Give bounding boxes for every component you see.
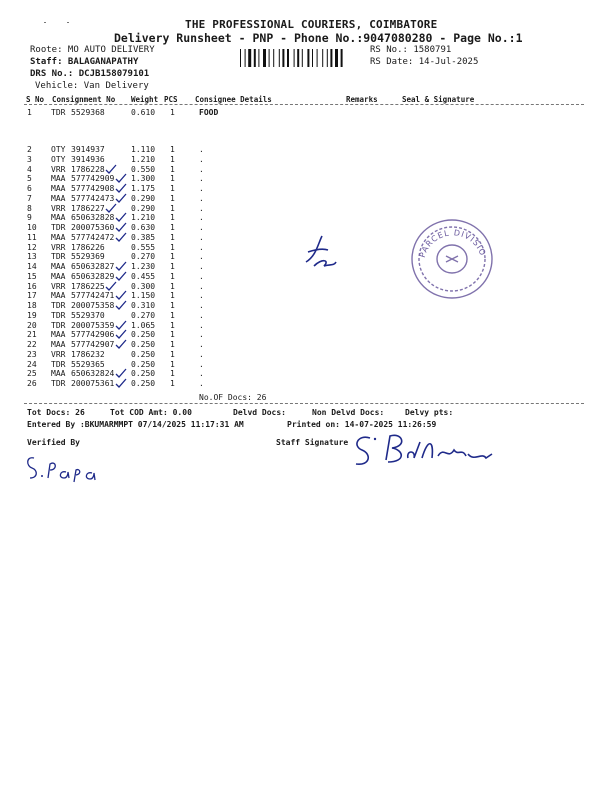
rs-date: RS Date: 14-Jul-2025 (370, 57, 479, 67)
cell-weight: 0.555 (131, 242, 156, 252)
cell-consignment: 650632824 (71, 369, 115, 379)
cell-weight: 0.630 (131, 223, 156, 232)
cell-sno: 20 (27, 320, 37, 330)
col-sno: S No (26, 95, 45, 104)
cell-weight: 1.300 (131, 174, 156, 184)
staff-signature-scrawl (350, 430, 500, 476)
tot-cod: Tot COD Amt: 0.00 (110, 408, 192, 417)
barcode-bar (335, 49, 338, 67)
cell-details: . (199, 164, 204, 174)
cell-details: . (199, 349, 204, 359)
cell-prefix: MAA (51, 232, 66, 242)
cell-prefix: TDR (51, 108, 66, 117)
speck (44, 22, 46, 23)
barcode-bar (302, 49, 303, 67)
cell-weight: 0.250 (131, 340, 156, 349)
cell-prefix: TDR (51, 252, 66, 262)
drs-number: DRS No.: DCJB158079101 (30, 69, 150, 79)
cell-consignment: 577742908 (71, 184, 115, 193)
cell-consignment: 650632828 (71, 213, 115, 223)
tot-docs: Tot Docs: 26 (27, 408, 85, 417)
barcode-bar (263, 49, 266, 67)
cell-prefix: MAA (51, 271, 66, 281)
cell-weight: 0.250 (131, 330, 156, 340)
cell-sno: 19 (27, 310, 37, 320)
cell-sno: 12 (27, 242, 37, 252)
tick-mark (115, 271, 127, 281)
cell-pcs: 1 (170, 262, 175, 271)
cell-pcs: 1 (170, 369, 175, 379)
cell-pcs: 1 (170, 359, 175, 369)
cell-consignment: 5529370 (71, 310, 105, 320)
cell-consignment: 577742909 (71, 174, 115, 184)
col-seal: Seal & Signature (402, 95, 475, 104)
barcode (240, 49, 362, 67)
tick-mark (105, 281, 117, 291)
cell-details: . (199, 262, 204, 271)
cell-pcs: 1 (170, 340, 175, 349)
cell-consignment: 5529365 (71, 359, 105, 369)
cell-consignment: 577742472 (71, 232, 115, 242)
cell-prefix: VRR (51, 281, 66, 291)
cell-consignment: 650632827 (71, 262, 115, 271)
speck (67, 22, 69, 23)
tick-mark (115, 212, 127, 222)
cell-sno: 10 (27, 223, 37, 232)
tick-mark (115, 290, 127, 300)
cell-weight: 0.250 (131, 349, 156, 359)
cell-sno: 15 (27, 271, 37, 281)
cell-sno: 3 (27, 154, 32, 164)
cell-details: FOOD (199, 108, 219, 117)
cell-prefix: VRR (51, 242, 66, 252)
cell-pcs: 1 (170, 203, 175, 213)
cell-consignment: 200075359 (71, 320, 115, 330)
cell-weight: 0.270 (131, 310, 156, 320)
cell-details: . (199, 330, 204, 340)
barcode-bar (279, 49, 280, 67)
cell-weight: 0.290 (131, 193, 156, 203)
tick-mark (115, 329, 127, 339)
barcode-bar (312, 49, 313, 67)
barcode-bar (322, 49, 323, 67)
cell-pcs: 1 (170, 379, 175, 388)
cell-consignment: 200075358 (71, 301, 115, 310)
cell-weight: 0.250 (131, 369, 156, 379)
svg-text:PARCEL DIVISION: PARCEL DIVISIO (417, 228, 488, 259)
cell-prefix: MAA (51, 291, 66, 301)
company-name: THE PROFESSIONAL COURIERS, COIMBATORE (185, 18, 438, 31)
cell-sno: 14 (27, 262, 37, 271)
cell-sno: 8 (27, 203, 32, 213)
cell-pcs: 1 (170, 164, 175, 174)
cell-details: . (199, 369, 204, 379)
barcode-bar (341, 49, 343, 67)
delvy-pts: Delvy pts: (405, 408, 454, 417)
cell-weight: 0.290 (131, 203, 156, 213)
tick-mark (115, 300, 127, 310)
cell-sno: 18 (27, 301, 37, 310)
cell-pcs: 1 (170, 271, 175, 281)
cell-weight: 0.250 (131, 379, 156, 388)
cell-sno: 1 (27, 108, 32, 117)
cell-prefix: OTY (51, 145, 66, 154)
rs-number: RS No.: 1580791 (370, 45, 452, 55)
cell-pcs: 1 (170, 242, 175, 252)
cell-consignment: 1786227 (71, 203, 105, 213)
tick-mark (115, 193, 127, 203)
col-consignment: Consignment No (52, 95, 116, 104)
barcode-bar (254, 49, 256, 67)
cell-prefix: VRR (51, 164, 66, 174)
cell-details: . (199, 379, 204, 388)
printed-on: Printed on: 14-07-2025 11:26:59 (287, 420, 437, 429)
cell-pcs: 1 (170, 232, 175, 242)
cell-pcs: 1 (170, 193, 175, 203)
cell-prefix: TDR (51, 223, 66, 232)
barcode-bar (273, 49, 274, 67)
barcode-bar (307, 49, 309, 67)
cell-weight: 0.250 (131, 359, 156, 369)
cell-pcs: 1 (170, 301, 175, 310)
cell-pcs: 1 (170, 330, 175, 340)
cell-pcs: 1 (170, 349, 175, 359)
col-remarks: Remarks (346, 95, 378, 104)
tick-mark (115, 339, 127, 349)
cell-details: . (199, 271, 204, 281)
cell-sno: 26 (27, 379, 37, 388)
cell-details: . (199, 301, 204, 310)
barcode-bar (282, 49, 284, 67)
cell-details: . (199, 291, 204, 301)
cell-consignment: 577742473 (71, 193, 115, 203)
cell-sno: 16 (27, 281, 37, 291)
cell-consignment: 577742907 (71, 340, 115, 349)
cell-sno: 17 (27, 291, 37, 301)
cell-details: . (199, 242, 204, 252)
barcode-bar (330, 49, 332, 67)
cell-prefix: TDR (51, 301, 66, 310)
receipt-mark (300, 232, 340, 274)
tick-mark (115, 261, 127, 271)
cell-pcs: 1 (170, 291, 175, 301)
barcode-bar (248, 49, 251, 67)
cell-sno: 2 (27, 145, 32, 154)
cell-prefix: MAA (51, 330, 66, 340)
cell-details: . (199, 213, 204, 223)
cell-sno: 9 (27, 213, 32, 223)
barcode-bar (297, 49, 299, 67)
cell-consignment: 577742906 (71, 330, 115, 340)
verified-by-handwriting (22, 452, 112, 490)
barcode-bar (287, 49, 289, 67)
cell-sno: 23 (27, 349, 37, 359)
tick-mark (105, 203, 117, 213)
cell-consignment: 5529368 (71, 108, 105, 117)
cell-details: . (199, 359, 204, 369)
tick-mark (115, 368, 127, 378)
cell-prefix: TDR (51, 379, 66, 388)
cell-details: . (199, 223, 204, 232)
cell-prefix: MAA (51, 184, 66, 193)
barcode-bar (317, 49, 318, 67)
cell-pcs: 1 (170, 213, 175, 223)
cell-pcs: 1 (170, 310, 175, 320)
cell-prefix: MAA (51, 340, 66, 349)
cell-weight: 1.210 (131, 213, 156, 223)
cell-weight: 0.455 (131, 271, 156, 281)
cell-consignment: 1786232 (71, 349, 105, 359)
cell-weight: 0.310 (131, 301, 156, 310)
cell-details: . (199, 281, 204, 291)
tick-mark (115, 232, 127, 242)
cell-weight: 0.610 (131, 108, 156, 117)
cell-consignment: 577742471 (71, 291, 115, 301)
cell-pcs: 1 (170, 281, 175, 291)
cell-prefix: MAA (51, 193, 66, 203)
cell-weight: 1.210 (131, 154, 156, 164)
cell-sno: 21 (27, 330, 37, 340)
cell-pcs: 1 (170, 108, 175, 117)
cell-weight: 1.150 (131, 291, 156, 301)
cell-prefix: TDR (51, 310, 66, 320)
cell-details: . (199, 310, 204, 320)
cell-sno: 7 (27, 193, 32, 203)
staff-label: Staff: BALAGANAPATHY (30, 57, 139, 67)
cell-consignment: 3914937 (71, 145, 105, 154)
cell-consignment: 1786225 (71, 281, 105, 291)
vehicle-label: Vehicle: Van Delivery (35, 81, 149, 91)
cell-pcs: 1 (170, 184, 175, 193)
barcode-bar (294, 49, 295, 67)
cell-prefix: MAA (51, 174, 66, 184)
cell-sno: 6 (27, 184, 32, 193)
cell-details: . (199, 340, 204, 349)
cell-details: . (199, 232, 204, 242)
barcode-bar (245, 49, 246, 67)
cell-details: . (199, 174, 204, 184)
cell-pcs: 1 (170, 174, 175, 184)
cell-prefix: VRR (51, 349, 66, 359)
cell-consignment: 1786226 (71, 242, 105, 252)
cell-details: . (199, 193, 204, 203)
tick-mark (105, 164, 117, 174)
col-pcs: PCS (164, 95, 178, 104)
no-of-docs: No.OF Docs: 26 (199, 393, 267, 402)
cell-details: . (199, 203, 204, 213)
cell-weight: 0.300 (131, 281, 156, 291)
barcode-bar (269, 49, 270, 67)
cell-weight: 0.270 (131, 252, 156, 262)
cell-weight: 1.175 (131, 184, 156, 193)
cell-pcs: 1 (170, 145, 175, 154)
cell-details: . (199, 145, 204, 154)
entered-by: Entered By :BKUMARMMPT 07/14/2025 11:17:31 AM (27, 420, 244, 429)
cell-details: . (199, 320, 204, 330)
barcode-bar (258, 49, 259, 67)
cell-consignment: 1786228 (71, 164, 105, 174)
cell-sno: 13 (27, 252, 37, 262)
cell-pcs: 1 (170, 154, 175, 164)
non-delvd-docs: Non Delvd Docs: (312, 408, 385, 417)
cell-pcs: 1 (170, 320, 175, 330)
barcode-bar (240, 49, 241, 67)
cell-prefix: TDR (51, 359, 66, 369)
cell-weight: 1.230 (131, 262, 156, 271)
footer-rule (24, 403, 584, 404)
cell-weight: 1.065 (131, 320, 156, 330)
cell-details: . (199, 154, 204, 164)
cell-consignment: 200075361 (71, 379, 115, 388)
runsheet-title: Delivery Runsheet - PNP - Phone No.:9047080280 - Page No.:1 (114, 31, 523, 45)
col-consignee: Consignee Details (195, 95, 272, 104)
tick-mark (115, 183, 127, 193)
cell-prefix: MAA (51, 369, 66, 379)
cell-pcs: 1 (170, 223, 175, 232)
cell-sno: 25 (27, 369, 37, 379)
cell-consignment: 200075360 (71, 223, 115, 232)
route-label: Roote: MO AUTO DELIVERY (30, 45, 155, 55)
cell-sno: 4 (27, 164, 32, 174)
cell-sno: 11 (27, 232, 37, 242)
header-rule (24, 104, 584, 105)
cell-prefix: OTY (51, 154, 66, 164)
cell-prefix: MAA (51, 213, 66, 223)
cell-details: . (199, 252, 204, 262)
cell-weight: 0.385 (131, 232, 156, 242)
cell-prefix: MAA (51, 262, 66, 271)
seal-stamp (406, 214, 498, 308)
cell-weight: 0.550 (131, 164, 156, 174)
barcode-bar (327, 49, 328, 67)
delvd-docs: Delvd Docs: (233, 408, 286, 417)
tick-mark (115, 222, 127, 232)
col-weight: Weight (131, 95, 159, 104)
tick-mark (115, 173, 127, 183)
cell-details: . (199, 184, 204, 193)
cell-consignment: 5529369 (71, 252, 105, 262)
verified-by: Verified By (27, 438, 80, 447)
cell-sno: 22 (27, 340, 37, 349)
staff-signature-label: Staff Signature (276, 438, 349, 447)
cell-consignment: 3914936 (71, 154, 105, 164)
cell-prefix: VRR (51, 203, 66, 213)
tick-mark (115, 320, 127, 330)
cell-weight: 1.110 (131, 145, 156, 154)
cell-sno: 24 (27, 359, 37, 369)
cell-sno: 5 (27, 174, 32, 184)
cell-pcs: 1 (170, 252, 175, 262)
cell-prefix: TDR (51, 320, 66, 330)
cell-consignment: 650632829 (71, 271, 115, 281)
tick-mark (115, 378, 127, 388)
